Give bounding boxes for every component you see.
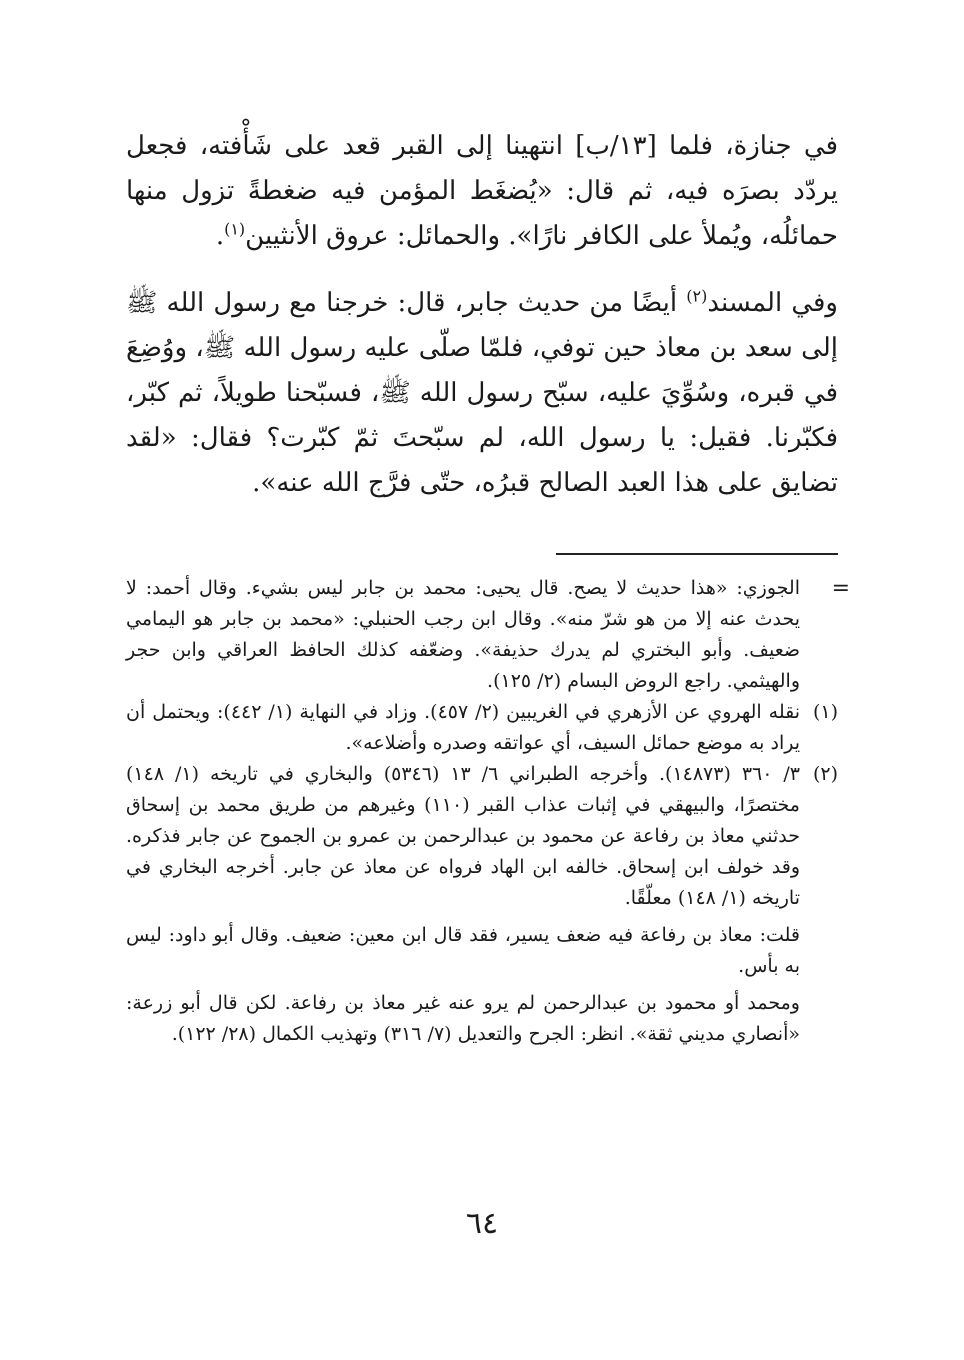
paragraph-1-end: . — [215, 221, 225, 251]
footnote-continuation — [126, 573, 850, 697]
footnote-ref-1: (١) — [224, 219, 246, 239]
page-number: ٦٤ — [465, 1206, 499, 1241]
paragraph-1-text: في جنازة، فلما [١٣/ب] انتهينا إلى القبر قعد على شَأْفته، فجعل يردّد بصرَه فيه، ثم قال: «يُضغَط المؤمن فيه ضغطةً تزول منها حمائلُه، ويُملأ على الكافر نارًا». والحمائل: عروق الأنثيين — [126, 131, 838, 251]
footnote-1 — [126, 697, 838, 759]
continuation-text: الجوزي: «هذا حديث لا يصح. قال يحيى: محمد بن جابر ليس بشيء. وقال أحمد: لا يحدث عنه إلا من هو شرّ منه». وقال ابن رجب الحنبلي: «محمد بن جابر هو اليمامي ضعيف. وأبو البختري لم يدرك حذيفة». وضعّفه كذلك الحافظ العراقي وابن حجر والهيثمي. راجع الروض البسام (٢/ ١٢٥). — [126, 577, 800, 692]
footnote-ref-2: (٢) — [686, 286, 708, 306]
main-text — [126, 124, 838, 506]
footnote-1-text: نقله الهروي عن الأزهري في الغريبين (٢/ ٤٥٧). وزاد في النهاية (١/ ٤٤٢): ويحتمل أن يراد به موضع حمائل السيف، أي عواتقه وصدره وأضلاعه». — [126, 701, 801, 754]
footnote-2-mark: (٢) — [812, 763, 838, 785]
footnote-divider — [556, 553, 838, 555]
footnote-1-mark: (١) — [812, 701, 838, 723]
footnote-2-comment-1: قلت: معاذ بن رفاعة فيه ضعف يسير، فقد قال ابن معين: ضعيف. وقال أبو داود: ليس به بأس. — [126, 924, 800, 977]
footnote-2-text: ٣/ ٣٦٠ (١٤٨٧٣). وأخرجه الطبراني ٦/ ١٣ (٥٣٤٦) والبخاري في تاريخه (١/ ١٤٨) مختصرًا، والبيهقي في إثبات عذاب القبر (١١٠) وغيرهم من طريق محمد بن إسحاق حدثني معاذ بن رفاعة عن محمود بن عبدالرحمن بن عمرو بن الجموح عن جابر فذكره. وقد خولف ابن إسحاق. خالفه ابن الهاد فرواه عن معاذ عن جابر. أخرجه البخاري في تاريخه (١/ ١٤٨) معلّقًا. — [126, 763, 800, 909]
paragraph-2-text: أيضًا من حديث جابر، قال: خرجنا مع رسول الله ﷺ إلى سعد بن معاذ حين توفي، فلمّا صلّى عليه رسول الله ﷺ، ووُضِعَ في قبره، وسُوِّيَ عليه، سبّح رسول الله ﷺ، فسبّحنا طويلاً، ثم كبّر، فكبّرنا. فقيل: يا رسول الله، لم سبّحتَ ثمّ كبّرت؟ فقال: «لقد تضايق على هذا العبد الصالح قبرُه، حتّى فرَّج الله عنه». — [126, 288, 838, 498]
footnote-2-comment-2: ومحمد أو محمود بن عبدالرحمن لم يرو عنه غير معاذ بن رفاعة. لكن قال أبو زرعة: «أنصاري مديني ثقة». انظر: الجرح والتعديل (٧/ ٣١٦) وتهذيب الكمال (٢٨/ ١٢٢). — [126, 992, 800, 1045]
paragraph-1 — [126, 124, 838, 259]
paragraph-2 — [126, 281, 838, 506]
paragraph-2-start: وفي المسند — [707, 288, 838, 318]
footnote-2 — [126, 759, 838, 1050]
continuation-mark: = — [831, 576, 850, 601]
footnotes — [126, 573, 850, 1050]
